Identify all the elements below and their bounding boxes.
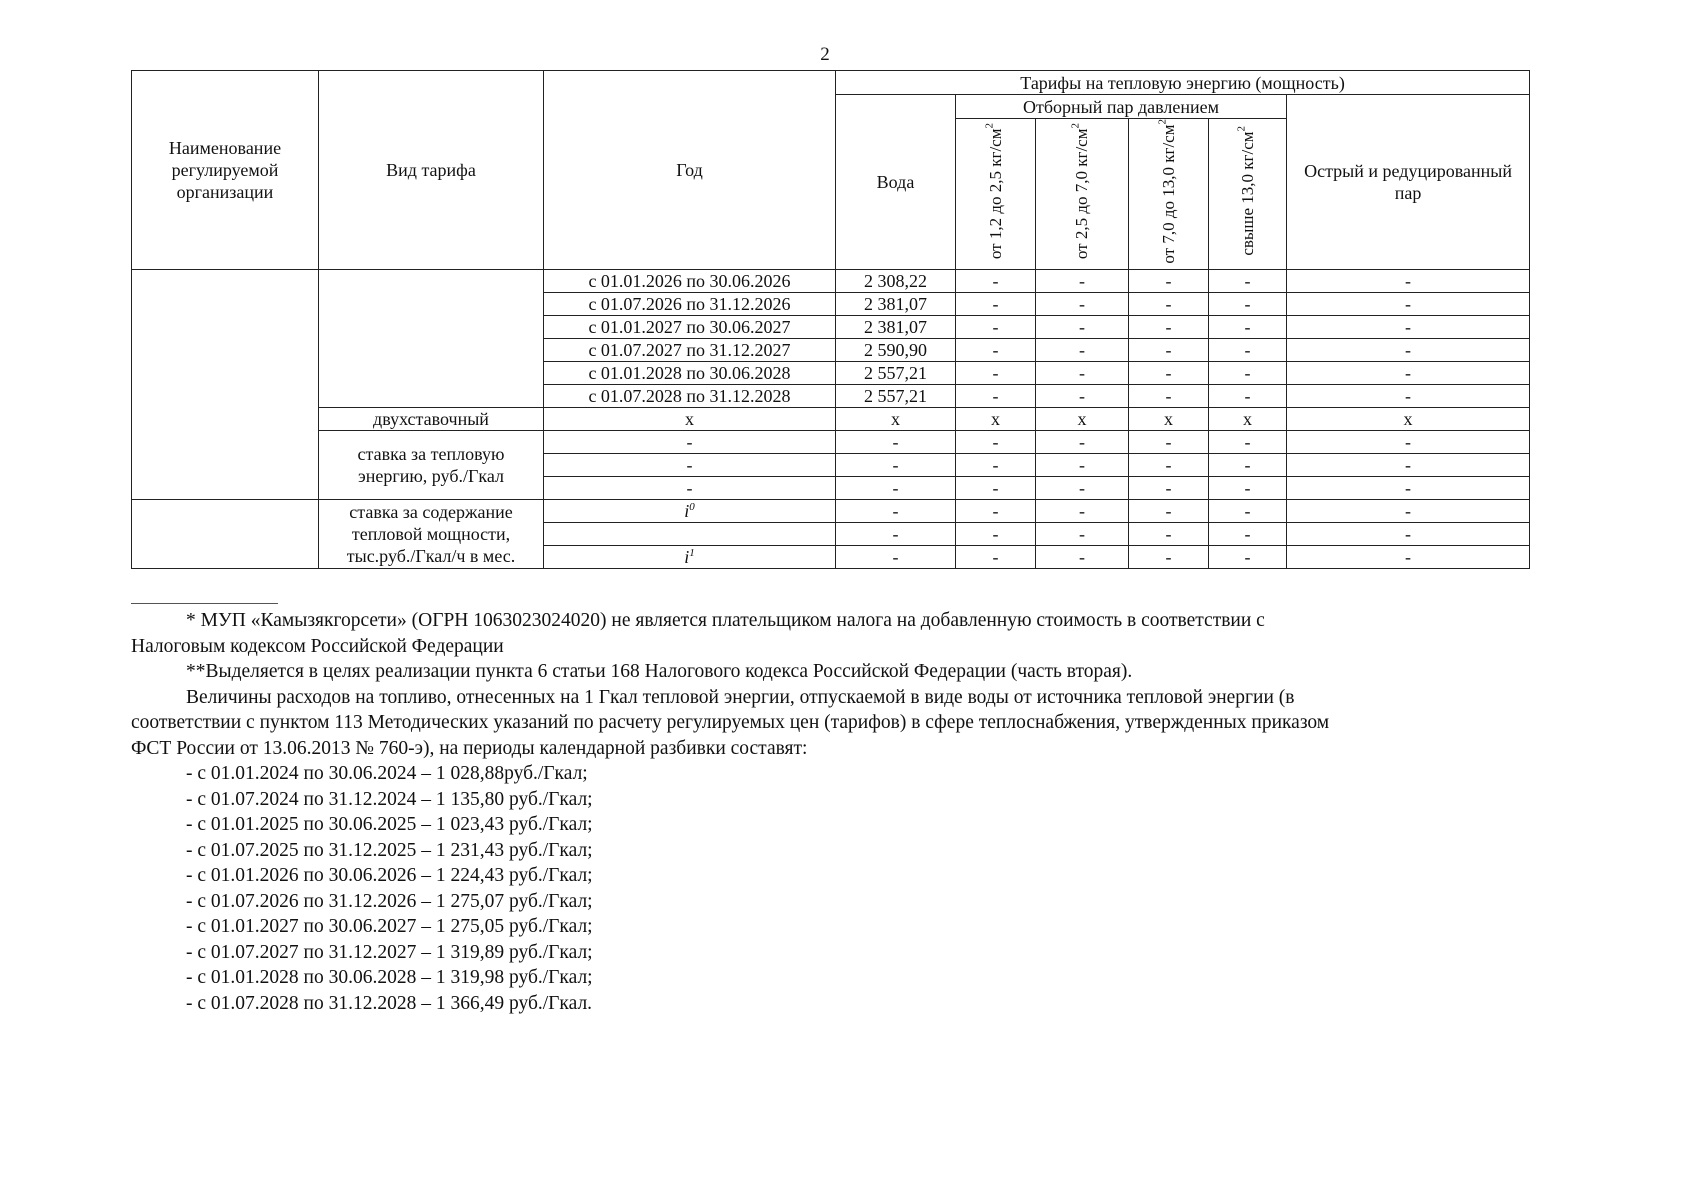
value-cell-water: 2 381,07 xyxy=(836,315,956,338)
capacity-rate-acute: - xyxy=(1287,545,1530,568)
energy-rate-c2: - xyxy=(1036,430,1129,453)
energy-rate-c3: - xyxy=(1129,476,1209,499)
capacity-rate-water: - xyxy=(836,545,956,568)
capacity-rate-water: - xyxy=(836,522,956,545)
energy-rate-c1: - xyxy=(956,476,1036,499)
capacity-rate-year xyxy=(544,545,836,568)
tariffs-header: Тарифы на тепловую энергию (мощность) xyxy=(836,71,1530,95)
value-cell-acute: - xyxy=(1287,338,1530,361)
value-cell-c4: - xyxy=(1209,361,1287,384)
value-cell-c1: - xyxy=(956,384,1036,407)
energy-rate-c2: - xyxy=(1036,453,1129,476)
capacity-rate-c3: - xyxy=(1129,545,1209,568)
value-cell-c4: - xyxy=(1209,384,1287,407)
value-cell-acute: - xyxy=(1287,315,1530,338)
capacity-rate-acute: - xyxy=(1287,499,1530,522)
energy-rate-acute: - xyxy=(1287,476,1530,499)
value-cell-c4: - xyxy=(1209,338,1287,361)
capacity-rate-c4: - xyxy=(1209,522,1287,545)
table-row-two-rate xyxy=(132,407,1530,430)
value-cell-c4: - xyxy=(1209,315,1287,338)
capacity-rate-c4: - xyxy=(1209,499,1287,522)
capacity-rate-c1: - xyxy=(956,522,1036,545)
energy-rate-c2: - xyxy=(1036,476,1129,499)
energy-rate-c1: - xyxy=(956,453,1036,476)
energy-rate-acute: - xyxy=(1287,430,1530,453)
energy-rate-c3: - xyxy=(1129,453,1209,476)
period-cell: с 01.01.2027 по 30.06.2027 xyxy=(544,315,836,338)
two-rate-water: х xyxy=(836,407,956,430)
selective-steam-header: Отборный пар давлением xyxy=(956,95,1287,119)
capacity-rate-acute: - xyxy=(1287,522,1530,545)
fuel-cost-item: - с 01.01.2024 по 30.06.2024 – 1 028,88руб./Гкал; xyxy=(186,763,588,784)
index-symbol: i xyxy=(684,500,690,521)
energy-rate-c4: - xyxy=(1209,476,1287,499)
value-cell-c1: - xyxy=(956,269,1036,292)
energy-rate-acute: - xyxy=(1287,453,1530,476)
index-symbol: i xyxy=(684,546,690,567)
period-cell: с 01.07.2026 по 31.12.2026 xyxy=(544,292,836,315)
table-row-energy-rate xyxy=(132,430,1530,453)
capacity-rate-c3: - xyxy=(1129,522,1209,545)
fuel-para-line2: соответствии с пунктом 113 Методических указаний по расчету регулируемых цен (тарифов) в сфере теплоснабжения, утвержденных приказом xyxy=(131,712,1330,733)
footnote-vat: * МУП «Камызякгорсети» (ОГРН 1063023024020) не является плательщиком налога на добавленную стоимость в соответствии с xyxy=(186,610,1265,631)
table-row-capacity-rate xyxy=(132,499,1530,522)
capacity-rate-water: - xyxy=(836,499,956,522)
value-cell-c4: - xyxy=(1209,269,1287,292)
two-rate-c3: х xyxy=(1129,407,1209,430)
value-cell-c1: - xyxy=(956,338,1036,361)
footnote-divider xyxy=(131,603,278,604)
two-rate-label: двухставочный xyxy=(319,407,544,430)
tariff-type-header: Вид тарифа xyxy=(319,71,544,270)
water-header: Вода xyxy=(836,95,956,270)
footnotes xyxy=(131,603,1531,1016)
org-cell xyxy=(132,269,319,499)
footnote-vat-cont: Налоговым кодексом Российской Федерации xyxy=(131,635,504,657)
fuel-cost-item: - с 01.01.2028 по 30.06.2028 – 1 319,98 руб./Гкал; xyxy=(186,967,593,988)
value-cell-c3: - xyxy=(1129,269,1209,292)
value-cell-acute: - xyxy=(1287,384,1530,407)
fuel-cost-item: - с 01.01.2026 по 30.06.2026 – 1 224,43 руб./Гкал; xyxy=(186,865,593,886)
energy-rate-c4: - xyxy=(1209,430,1287,453)
value-cell-water: 2 381,07 xyxy=(836,292,956,315)
value-cell-c1: - xyxy=(956,315,1036,338)
table-row xyxy=(132,269,1530,292)
fuel-cost-item: - с 01.01.2027 по 30.06.2027 – 1 275,05 руб./Гкал; xyxy=(186,916,593,937)
tariff-type-cell xyxy=(319,269,544,407)
energy-rate-water: - xyxy=(836,430,956,453)
energy-rate-c4: - xyxy=(1209,453,1287,476)
two-rate-acute: х xyxy=(1287,407,1530,430)
year-header: Год xyxy=(544,71,836,270)
value-cell-water: 2 557,21 xyxy=(836,361,956,384)
capacity-rate-c4: - xyxy=(1209,545,1287,568)
period-cell: с 01.01.2026 по 30.06.2026 xyxy=(544,269,836,292)
two-rate-c1: х xyxy=(956,407,1036,430)
fuel-cost-item: - с 01.07.2026 по 31.12.2026 – 1 275,07 руб./Гкал; xyxy=(186,890,593,912)
tariff-table xyxy=(131,70,1530,569)
table-body xyxy=(132,269,1530,568)
index-superscript: 1 xyxy=(689,546,695,559)
value-cell-c1: - xyxy=(956,292,1036,315)
value-cell-c2: - xyxy=(1036,292,1129,315)
two-rate-c2: х xyxy=(1036,407,1129,430)
fuel-cost-item: - с 01.01.2025 по 30.06.2025 – 1 023,43 руб./Гкал; xyxy=(186,814,593,835)
org-header: Наименование регулируемой организации xyxy=(132,71,319,270)
value-cell-c2: - xyxy=(1036,269,1129,292)
value-cell-c3: - xyxy=(1129,315,1209,338)
capacity-rate-c1: - xyxy=(956,499,1036,522)
value-cell-acute: - xyxy=(1287,292,1530,315)
fuel-cost-item: - с 01.07.2028 по 31.12.2028 – 1 366,49 руб./Гкал. xyxy=(186,992,593,1014)
page-number: 2 xyxy=(820,44,830,65)
value-cell-c3: - xyxy=(1129,338,1209,361)
table-header xyxy=(132,71,1530,270)
pressure-3-header: от 7,0 до 13,0 $кг/см^2$ xyxy=(1129,119,1209,270)
footnote-article: **Выделяется в целях реализации пункта 6 статьи 168 Налогового кодекса Российской Федерации (часть вторая). xyxy=(186,661,1133,682)
capacity-rate-c2: - xyxy=(1036,499,1129,522)
energy-rate-water: - xyxy=(836,453,956,476)
value-cell-c1: - xyxy=(956,361,1036,384)
energy-rate-water: - xyxy=(836,476,956,499)
fuel-cost-item: - с 01.07.2027 по 31.12.2027 – 1 319,89 руб./Гкал; xyxy=(186,941,593,963)
fuel-cost-item: - с 01.07.2024 по 31.12.2024 – 1 135,80 руб./Гкал; xyxy=(186,788,593,810)
pressure-1-header: от 1,2 до 2,5 $кг/см^2$ xyxy=(956,119,1036,270)
capacity-rate-year xyxy=(544,499,836,522)
value-cell-c3: - xyxy=(1129,361,1209,384)
pressure-2-header: от 2,5 до 7,0 $кг/см^2$ xyxy=(1036,119,1129,270)
value-cell-c2: - xyxy=(1036,338,1129,361)
value-cell-c3: - xyxy=(1129,384,1209,407)
period-cell: с 01.01.2028 по 30.06.2028 xyxy=(544,361,836,384)
period-cell: с 01.07.2028 по 31.12.2028 xyxy=(544,384,836,407)
energy-rate-year: - xyxy=(544,476,836,499)
index-superscript: 0 xyxy=(689,500,695,513)
value-cell-c2: - xyxy=(1036,384,1129,407)
period-cell: с 01.07.2027 по 31.12.2027 xyxy=(544,338,836,361)
capacity-rate-c2: - xyxy=(1036,522,1129,545)
capacity-rate-c2: - xyxy=(1036,545,1129,568)
value-cell-c2: - xyxy=(1036,315,1129,338)
energy-rate-c1: - xyxy=(956,430,1036,453)
value-cell-water: 2 557,21 xyxy=(836,384,956,407)
value-cell-acute: - xyxy=(1287,269,1530,292)
fuel-cost-list xyxy=(131,761,1531,1016)
capacity-rate-c1: - xyxy=(956,545,1036,568)
value-cell-c3: - xyxy=(1129,292,1209,315)
fuel-para-line1: Величины расходов на топливо, отнесенных на 1 Гкал тепловой энергии, отпускаемой в виде воды от источника тепловой энергии (в xyxy=(186,686,1295,708)
org-cell-lower xyxy=(132,499,319,568)
capacity-rate-c3: - xyxy=(1129,499,1209,522)
two-rate-c4: х xyxy=(1209,407,1287,430)
fuel-para-line3: ФСТ России от 13.06.2013 № 760-э), на периоды календарной разбивки составят: xyxy=(131,737,808,759)
fuel-cost-item: - с 01.07.2025 по 31.12.2025 – 1 231,43 руб./Гкал; xyxy=(186,839,593,861)
value-cell-water: 2 590,90 xyxy=(836,338,956,361)
pressure-4-header: свыше 13,0 $кг/см^2$ xyxy=(1209,119,1287,270)
capacity-rate-label: ставка за содержание тепловой мощности, тыс.руб./Гкал/ч в мес. xyxy=(319,499,544,568)
energy-rate-year: - xyxy=(544,453,836,476)
acute-steam-header: Острый и редуцированный пар xyxy=(1287,95,1530,270)
energy-rate-c3: - xyxy=(1129,430,1209,453)
value-cell-acute: - xyxy=(1287,361,1530,384)
two-rate-year: х xyxy=(544,407,836,430)
value-cell-c2: - xyxy=(1036,361,1129,384)
value-cell-c4: - xyxy=(1209,292,1287,315)
energy-rate-year: - xyxy=(544,430,836,453)
value-cell-water: 2 308,22 xyxy=(836,269,956,292)
energy-rate-label: ставка за тепловую энергию, руб./Гкал xyxy=(319,430,544,499)
capacity-rate-year xyxy=(544,522,836,545)
